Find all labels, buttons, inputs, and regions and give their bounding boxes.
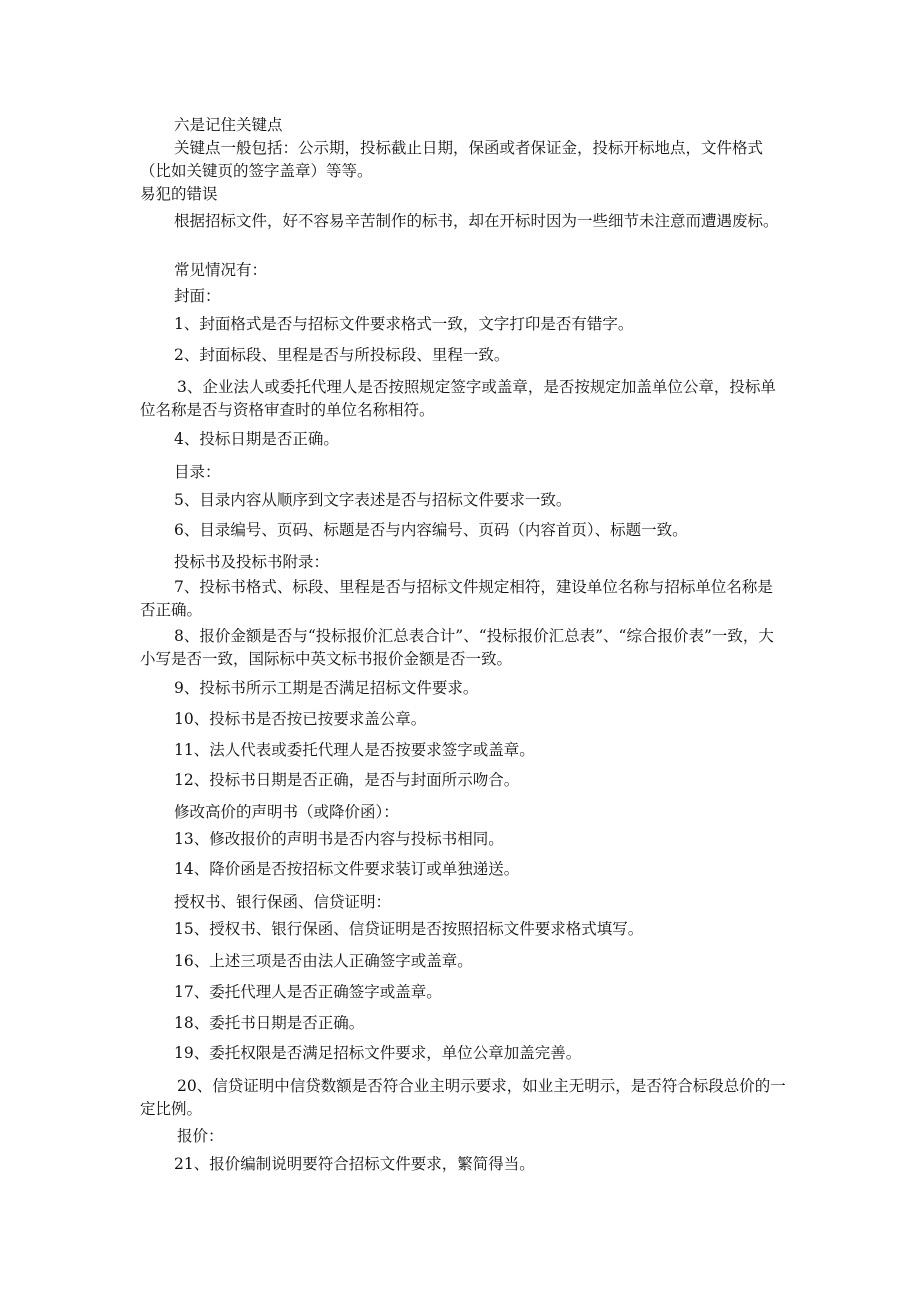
paragraph-intro: 根据招标文件，好不容易辛苦制作的标书，却在开标时因为一些细节未注意而遭遇废标。 (174, 212, 779, 230)
subheading-quotation: 报价： (177, 1127, 224, 1145)
list-item-6: 6、目录编号、页码、标题是否与内容编号、页码（内容首页）、标题一致。 (174, 521, 688, 539)
list-item-8: 8、报价金额是否与“投标报价汇总表合计”、“投标报价汇总表”、“综合报价表”一致，大小写是否一致，国际标中英文标书报价金额是否一致。 (140, 627, 774, 668)
subheading-authorization: 授权书、银行保函、信贷证明： (174, 893, 392, 911)
list-item-16: 16、上述三项是否由法人正确签字或盖章。 (174, 952, 473, 970)
list-item-21: 21、报价编制说明要符合招标文件要求，繁简得当。 (174, 1155, 535, 1173)
subheading-cover: 封面： (174, 287, 221, 305)
list-item-14: 14、降价函是否按招标文件要求装订或单独递送。 (174, 860, 520, 878)
list-item-15: 15、授权书、银行保函、信贷证明是否按照招标文件要求格式填写。 (174, 920, 644, 938)
section-heading-key-points: 六是记住关键点 (174, 116, 283, 134)
list-item-11: 11、法人代表或委托代理人是否按要求签字或盖章。 (174, 741, 535, 759)
subheading-revision-statement: 修改高价的声明书（或降价函）： (174, 803, 399, 821)
list-item-1: 1、封面格式是否与招标文件要求格式一致，文字打印是否有错字。 (174, 315, 634, 333)
list-item-4: 4、投标日期是否正确。 (174, 430, 339, 448)
list-item-20: 20、信贷证明中信贷数额是否符合业主明示要求，如业主无明示，是否符合标段总价的一定比例。 (140, 1077, 786, 1118)
list-item-19: 19、委托权限是否满足招标文件要求，单位公章加盖完善。 (174, 1044, 582, 1062)
list-item-2: 2、封面标段、里程是否与所投标段、里程一致。 (174, 346, 510, 364)
list-item-18: 18、委托书日期是否正确。 (174, 1014, 365, 1032)
subheading-bid-letter: 投标书及投标书附录： (174, 553, 330, 571)
list-item-13: 13、修改报价的声明书是否内容与投标书相同。 (174, 830, 504, 848)
subheading-toc: 目录： (174, 463, 221, 481)
list-item-5: 5、目录内容从顺序到文字表述是否与招标文件要求一致。 (174, 491, 572, 509)
paragraph-common-cases: 常见情况有： (174, 261, 268, 279)
list-item-10: 10、投标书是否按已按要求盖公章。 (174, 710, 427, 728)
list-item-17: 17、委托代理人是否正确签字或盖章。 (174, 983, 442, 1001)
list-item-3: 3、企业法人或委托代理人是否按照规定签字或盖章，是否按规定加盖单位公章，投标单位名称是否与资格审查时的单位名称相符。 (140, 378, 776, 419)
section-heading-common-mistakes: 易犯的错误 (140, 185, 218, 203)
list-item-9: 9、投标书所示工期是否满足招标文件要求。 (174, 679, 479, 697)
list-item-12: 12、投标书日期是否正确，是否与封面所示吻合。 (174, 771, 520, 789)
list-item-7: 7、投标书格式、标段、里程是否与招标文件规定相符，建设单位名称与招标单位名称是否正确。 (140, 578, 773, 619)
paragraph-key-points: 关键点一般包括：公示期，投标截止日期，保函或者保证金，投标开标地点，文件格式（比如关键页的签字盖章）等等。 (140, 139, 764, 180)
